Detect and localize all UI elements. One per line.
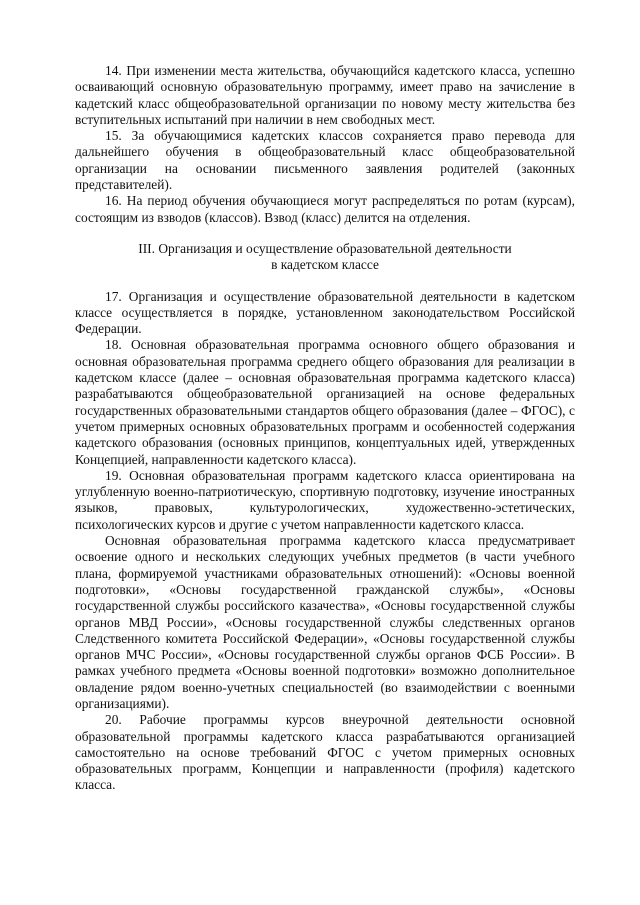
paragraph-15: 15. За обучающимися кадетских классов сохраняется право перевода для дальнейшего обучения в общеобразовательный класс общеобразовательной организации на основании письменного заявления родителей (законных представителей).: [75, 128, 575, 193]
spacer: [75, 274, 575, 289]
paragraph-20: 20. Рабочие программы курсов внеурочной деятельности основной образовательной программы кадетского класса разрабатываются организацией самостоятельно на основе требований ФГОС с учетом примерных основных образовательных программ, Концепции и направленности (профиля) кадетского класса.: [75, 712, 575, 793]
document-page: [75, 63, 575, 794]
section-heading-line-2: в кадетском классе: [271, 257, 379, 273]
paragraph-17: 17. Организация и осуществление образовательной деятельности в кадетском классе осуществляется в порядке, установленном законодательством Российской Федерации.: [75, 288, 575, 337]
spacer: [75, 226, 575, 241]
section-heading: [75, 241, 575, 274]
paragraph-16: 16. На период обучения обучающиеся могут распределяться по ротам (курсам), состоящим из взводов (классов). Взвод (класс) делится на отделения.: [75, 193, 575, 225]
section-heading-line-1: III. Организация и осуществление образовательной деятельности: [138, 240, 512, 256]
paragraph-19-continued: Основная образовательная программа кадетского класса предусматривает освоение одного и нескольких следующих учебных предметов (в части учебного плана, формируемой участниками образовательных отношений): «Основы военной подготовки», «Основы государственной гражданской службы», «Основы государственной службы российского казачества», «Основы государственной службы органов МВД России», «Основы государственной службы следственных органов Следственного комитета Российской Федерации», «Основы государственной службы органов МЧС России», «Основы государственной службы органов ФСБ России». В рамках учебного предмета «Основы военной подготовки» возможно дополнительное овладение рядом военно-учетных специальностей (во взаимодействии с военными организациями).: [75, 533, 575, 711]
paragraph-19: 19. Основная образовательная программ кадетского класса ориентирована на углубленную военно-патриотическую, спортивную подготовку, изучение иностранных языков, правовых, культурологических, художественно-эстетических, психологических курсов и другие с учетом направленности кадетского класса.: [75, 467, 575, 532]
paragraph-14: 14. При изменении места жительства, обучающийся кадетского класса, успешно осваивающий основную образовательную программу, имеет право на зачисление в кадетский класс общеобразовательной организации по новому месту жительства без вступительных испытаний при наличии в нем свободных мест.: [75, 63, 575, 127]
paragraph-18: 18. Основная образовательная программа основного общего образования и основная образовательная программа среднего общего образования для реализации в кадетском классе (далее – основная образовательная программа кадетского класса) разрабатываются общеобразовательной организацией на основе федеральных государственных образовательными стандартов общего образования (далее – ФГОС), с учетом примерных основных образовательных программ и особенностей содержания кадетского образования (основных принципов, концептуальных идей, утвержденных Концепцией, направленности кадетского класса).: [75, 337, 575, 467]
